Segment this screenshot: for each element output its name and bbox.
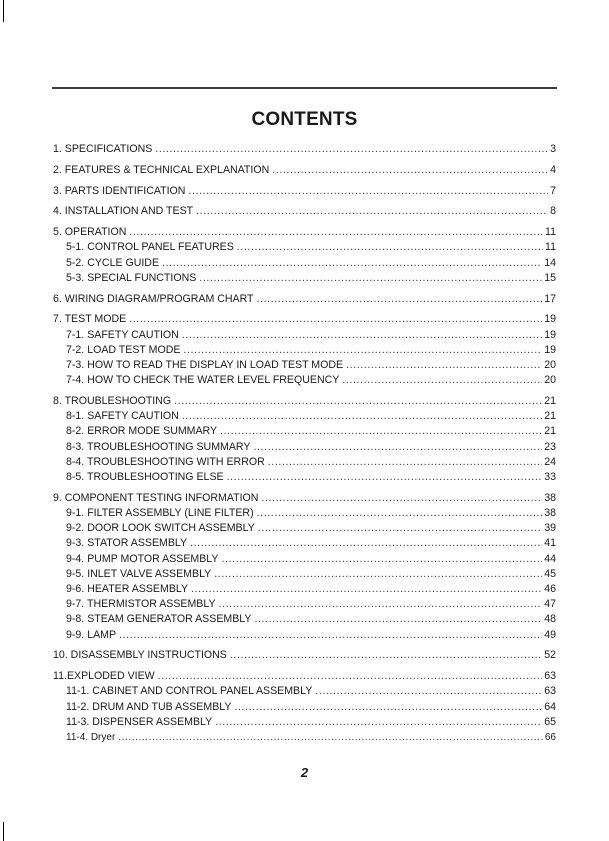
toc-entry-label: 8. TROUBLESHOOTING [53, 395, 172, 407]
toc-entry-label: 9. COMPONENT TESTING INFORMATION [53, 491, 259, 504]
toc-entry-page: 20 [544, 374, 556, 387]
toc-entry-label: 1. SPECIFICATIONS [53, 143, 153, 155]
toc-entry-page: 24 [544, 455, 556, 468]
toc-dot-leader [221, 552, 542, 567]
toc-entry-label: 8-3. TROUBLESHOOTING SUMMARY [66, 440, 251, 453]
toc-entry-page: 46 [544, 583, 556, 596]
toc-subsection-entry[interactable] [53, 256, 556, 271]
toc-entry-label: 8-1. SAFETY CAUTION [66, 410, 179, 423]
toc-section-entry[interactable] [53, 163, 556, 178]
toc-entry-page: 47 [544, 598, 556, 611]
toc-dot-leader [219, 597, 543, 612]
toc-entry-label: 9-7. THERMISTOR ASSEMBLY [66, 598, 216, 611]
toc-subsection-entry[interactable] [53, 715, 556, 730]
toc-subsection-entry[interactable] [53, 240, 556, 255]
toc-subsection-entry[interactable] [53, 612, 556, 627]
table-of-contents [53, 142, 556, 745]
toc-section-entry[interactable] [53, 394, 556, 409]
toc-entry-page: 45 [544, 567, 556, 580]
toc-entry-label: 11-4. Dryer [66, 732, 116, 744]
toc-subsection-entry[interactable] [53, 343, 556, 358]
toc-entry-page: 8 [550, 205, 556, 218]
toc-dot-leader [118, 730, 543, 745]
page-number: 2 [300, 765, 309, 780]
toc-dot-leader [129, 312, 542, 327]
toc-subsection-entry[interactable] [53, 271, 556, 286]
toc-entry-page: 66 [544, 732, 556, 744]
toc-subsection-entry[interactable] [53, 597, 556, 612]
toc-dot-leader [258, 521, 542, 536]
toc-entry-label: 9-2. DOOR LOOK SWITCH ASSEMBLY [66, 522, 255, 535]
toc-entry-label: 9-9. LAMP [66, 628, 117, 641]
toc-entry-page: 39 [544, 522, 556, 535]
toc-entry-page: 4 [550, 163, 556, 176]
toc-entry-label: 9-8. STEAM GENERATOR ASSEMBLY [66, 613, 252, 626]
toc-subsection-entry[interactable] [53, 455, 556, 470]
toc-dot-leader [230, 648, 542, 663]
toc-section-entry[interactable] [53, 204, 556, 219]
toc-entry-page: 38 [544, 507, 556, 520]
page-title: CONTENTS [251, 109, 358, 130]
toc-entry-page: 64 [544, 700, 556, 713]
toc-dot-leader [315, 684, 542, 699]
toc-dot-leader [188, 184, 548, 199]
toc-entry-page: 15 [544, 271, 556, 284]
toc-entry-label: 4. INSTALLATION AND TEST [53, 205, 194, 218]
toc-entry-label: 9-3. STATOR ASSEMBLY [66, 537, 188, 550]
toc-subsection-entry[interactable] [53, 440, 556, 455]
toc-entry-label: 11.EXPLODED VIEW [53, 670, 155, 683]
toc-entry-page: 52 [544, 649, 556, 662]
toc-subsection-entry[interactable] [53, 424, 556, 439]
toc-dot-leader [158, 669, 543, 684]
toc-section-entry[interactable] [53, 648, 556, 663]
toc-entry-label: 5-1. CONTROL PANEL FEATURES [66, 241, 234, 254]
toc-subsection-entry[interactable] [53, 567, 556, 582]
toc-dot-leader [129, 225, 543, 240]
toc-dot-leader [182, 409, 542, 424]
toc-entry-label: 8-5. TROUBLESHOOTING ELSE [66, 471, 224, 484]
toc-dot-leader [191, 582, 542, 597]
toc-entry-label: 7-3. HOW TO READ THE DISPLAY IN LOAD TEST MODE [66, 359, 344, 371]
crop-mark-bottom [3, 822, 4, 841]
toc-entry-page: 41 [544, 537, 556, 550]
toc-entry-page: 14 [544, 256, 556, 269]
toc-entry-page: 17 [544, 292, 556, 305]
toc-entry-label: 2. FEATURES & TECHNICAL EXPLANATION [53, 163, 270, 176]
toc-entry-page: 21 [544, 395, 556, 407]
toc-dot-leader [234, 700, 542, 715]
toc-subsection-entry[interactable] [53, 470, 556, 485]
toc-section-entry[interactable] [53, 184, 556, 199]
toc-dot-leader [155, 142, 548, 157]
toc-dot-leader [220, 424, 542, 439]
toc-entry-page: 33 [544, 471, 556, 484]
toc-subsection-entry[interactable] [53, 506, 556, 521]
toc-entry-page: 20 [544, 359, 556, 371]
toc-entry-label: 7-1. SAFETY CAUTION [66, 328, 179, 341]
toc-dot-leader [253, 440, 542, 455]
toc-subsection-entry[interactable] [53, 373, 556, 388]
toc-section-entry[interactable] [53, 142, 556, 157]
toc-subsection-entry[interactable] [53, 582, 556, 597]
toc-entry-page: 3 [550, 143, 556, 155]
toc-section-entry[interactable] [53, 669, 556, 684]
toc-entry-label: 7-2. LOAD TEST MODE [66, 343, 181, 356]
toc-entry-label: 9-5. INLET VALVE ASSEMBLY [66, 567, 212, 580]
toc-dot-leader [346, 358, 542, 373]
toc-entry-page: 19 [544, 343, 556, 356]
toc-entry-label: 9-6. HEATER ASSEMBLY [66, 583, 189, 596]
toc-entry-label: 5-3. SPECIAL FUNCTIONS [66, 271, 197, 284]
toc-dot-leader [182, 328, 542, 343]
toc-entry-page: 11 [545, 241, 556, 254]
toc-entry-page: 11 [545, 226, 556, 239]
toc-entry-page: 49 [544, 628, 556, 641]
header-rule [52, 87, 557, 89]
toc-subsection-entry[interactable] [53, 628, 556, 643]
toc-dot-leader [257, 506, 543, 521]
toc-entry-page: 63 [544, 685, 556, 698]
toc-subsection-entry[interactable] [53, 536, 556, 551]
toc-dot-leader [196, 204, 548, 219]
toc-subsection-entry[interactable] [53, 684, 556, 699]
toc-entry-label: 6. WIRING DIAGRAM/PROGRAM CHART [53, 292, 254, 305]
toc-entry-label: 9-1. FILTER ASSEMBLY (LINE FILTER) [66, 507, 254, 520]
toc-dot-leader [237, 240, 543, 255]
toc-entry-page: 65 [544, 715, 556, 728]
toc-subsection-entry[interactable] [53, 328, 556, 343]
toc-entry-label: 7-4. HOW TO CHECK THE WATER LEVEL FREQUENCY [66, 374, 340, 387]
toc-subsection-entry[interactable] [53, 700, 556, 715]
toc-entry-label: 10. DISASSEMBLY INSTRUCTIONS [53, 649, 227, 662]
toc-entry-page: 63 [544, 670, 556, 683]
toc-dot-leader [214, 567, 542, 582]
toc-dot-leader [215, 715, 542, 730]
toc-section-entry[interactable] [53, 312, 556, 327]
toc-entry-label: 8-2. ERROR MODE SUMMARY [66, 425, 218, 438]
toc-entry-label: 8-4. TROUBLESHOOTING WITH ERROR [66, 455, 265, 468]
toc-subsection-entry[interactable] [53, 409, 556, 424]
crop-mark-top [3, 0, 4, 22]
toc-section-entry[interactable] [53, 491, 556, 506]
toc-dot-leader [342, 373, 542, 388]
toc-entry-label: 11-3. DISPENSER ASSEMBLY [66, 715, 213, 728]
toc-entry-page: 7 [550, 184, 556, 197]
toc-entry-label: 9-4. PUMP MOTOR ASSEMBLY [66, 552, 219, 565]
toc-entry-page: 38 [544, 491, 556, 504]
toc-entry-page: 23 [544, 440, 556, 453]
toc-section-entry[interactable] [53, 292, 556, 307]
toc-subsection-entry[interactable] [53, 552, 556, 567]
toc-dot-leader [119, 628, 542, 643]
toc-dot-leader [272, 163, 548, 178]
toc-entry-page: 48 [544, 613, 556, 626]
toc-entry-page: 21 [544, 410, 556, 423]
toc-entry-label: 7. TEST MODE [53, 313, 127, 326]
toc-dot-leader [174, 394, 542, 409]
toc-entry-label: 3. PARTS IDENTIFICATION [53, 184, 186, 197]
toc-entry-label: 5. OPERATION [53, 226, 127, 239]
toc-entry-label: 11-1. CABINET AND CONTROL PANEL ASSEMBLY [66, 685, 313, 698]
toc-dot-leader [199, 271, 542, 286]
toc-entry-page: 44 [544, 552, 556, 565]
toc-subsection-entry[interactable] [53, 358, 556, 373]
toc-subsection-entry[interactable] [53, 730, 556, 745]
toc-dot-leader [268, 455, 542, 470]
toc-entry-label: 5-2. CYCLE GUIDE [66, 256, 160, 269]
toc-dot-leader [183, 343, 542, 358]
toc-section-entry[interactable] [53, 225, 556, 240]
toc-dot-leader [227, 470, 543, 485]
toc-entry-label: 11-2. DRUM AND TUB ASSEMBLY [66, 700, 232, 713]
toc-dot-leader [162, 256, 542, 271]
toc-entry-page: 19 [544, 313, 556, 326]
toc-entry-page: 21 [544, 425, 556, 438]
toc-entry-page: 19 [544, 328, 556, 341]
toc-dot-leader [257, 292, 543, 307]
toc-dot-leader [190, 536, 542, 551]
toc-dot-leader [254, 612, 542, 627]
toc-dot-leader [261, 491, 542, 506]
toc-subsection-entry[interactable] [53, 521, 556, 536]
